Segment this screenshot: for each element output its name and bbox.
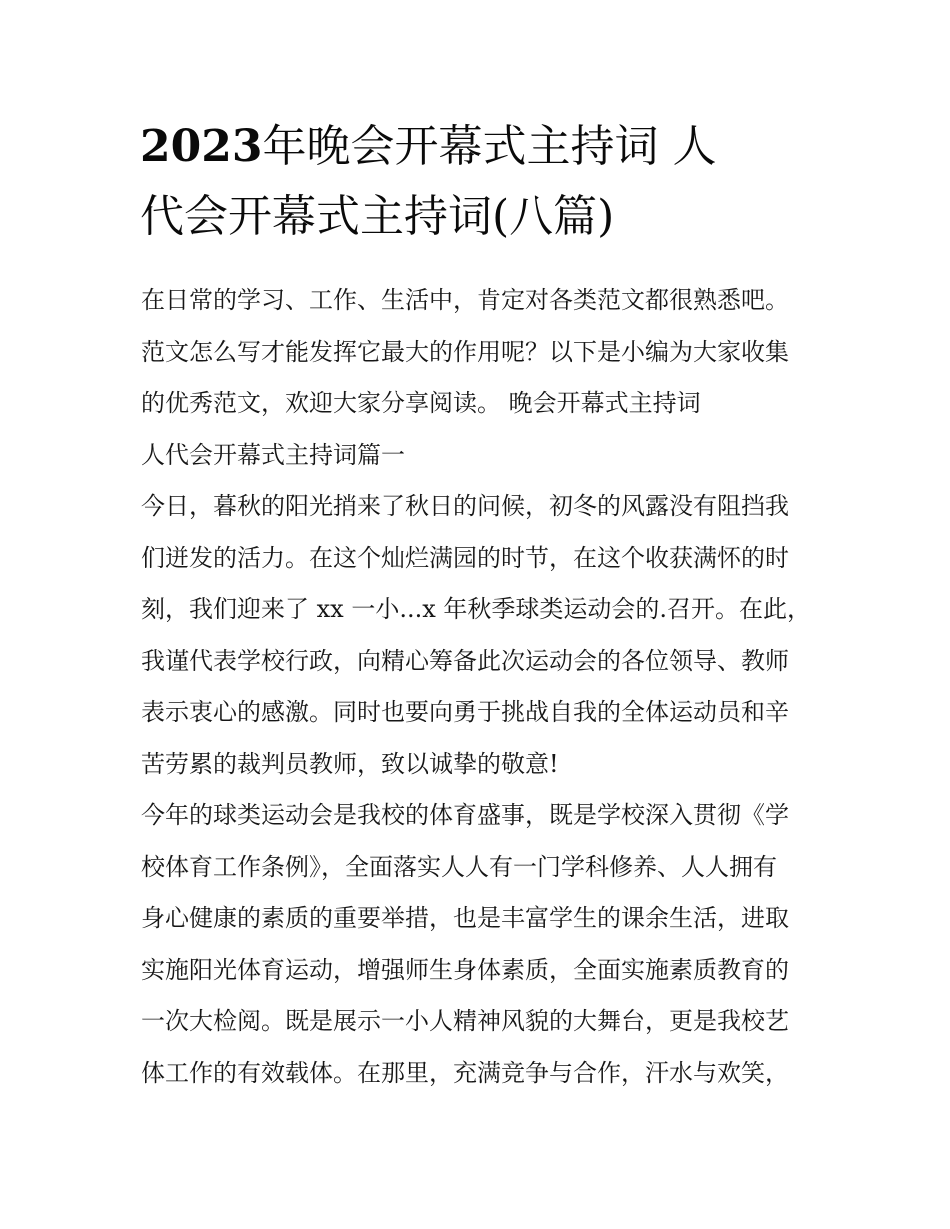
title-line-1-text: 年晚会开幕式主持词 人 [262,121,717,172]
body-line: 的优秀范文，欢迎大家分享阅读。 晚会开幕式主持词 [141,389,701,417]
body-line: 们迸发的活力。在这个灿烂满园的时节，在这个收获满怀的时 [141,543,789,572]
body-line: 我谨代表学校行政，向精心筹备此次运动会的各位领导、教师 [141,646,789,675]
body-line: 一次大检阅。既是展示一小人精神风貌的大舞台，更是我校艺 [141,1007,789,1035]
body-line: 范文怎么写才能发挥它最大的作用呢？以下是小编为大家收集 [141,337,789,366]
body-line: 今年的球类运动会是我校的体育盛事，既是学校深入贯彻《学 [141,801,789,829]
body-line: 身心健康的素质的重要举措，也是丰富学生的课余生活，进取 [141,904,789,932]
title-line-2: 代会开幕式主持词(八篇) [140,191,615,242]
document-title [140,112,820,252]
body-line: 体工作的有效载体。在那里，充满竞争与合作，汗水与欢笑， [141,1058,789,1087]
body-line: 表示衷心的感激。同时也要向勇于挑战自我的全体运动员和辛 [141,698,789,726]
body-line: 实施阳光体育运动，增强师生身体素质，全面实施素质教育的 [141,955,789,984]
title-line-1 [140,112,820,182]
section-heading: 人代会开幕式主持词篇一 [141,440,405,469]
body-line: 苦劳累的裁判员教师，致以诚挚的敬意! [141,749,559,778]
body-line: 刻，我们迎来了 xx 一小...x 年秋季球类运动会的.召开。在此， [141,595,812,623]
body-line: 校体育工作条例》，全面落实人人有一门学科修养、人人拥有 [141,852,777,881]
title-year: 2023 [140,121,263,172]
document-body [141,280,821,1104]
body-line: 在日常的学习、工作、生活中，肯定对各类范文都很熟悉吧。 [141,286,789,314]
body-line: 今日，暮秋的阳光捎来了秋日的问候，初冬的风露没有阻挡我 [141,492,789,520]
